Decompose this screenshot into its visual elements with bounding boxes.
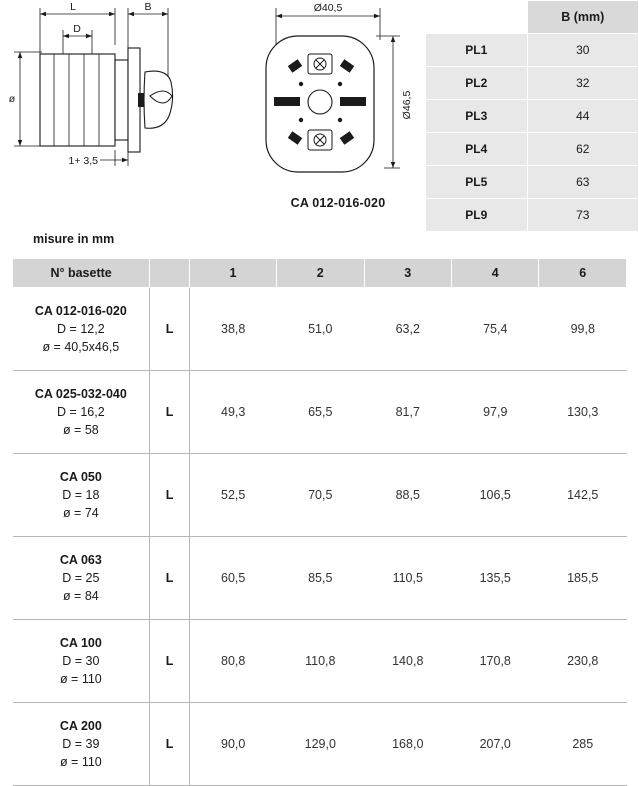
header-col-4: 4 <box>452 259 539 288</box>
header-blank <box>150 259 190 288</box>
row-name: CA 063 <box>59 552 102 567</box>
table-row <box>426 133 639 166</box>
pl-row-value: 63 <box>527 166 639 199</box>
row-value-1: 49,3 <box>189 371 276 454</box>
row-name: CA 025-032-040 <box>34 386 127 401</box>
dim-label-diameter-465: Ø46,5 <box>401 90 413 120</box>
table-row <box>13 454 627 537</box>
row-value-3: 63,2 <box>364 288 451 371</box>
front-view-caption: CA 012-016-020 <box>290 196 386 210</box>
row-value-6: 285 <box>539 703 627 786</box>
dim-label-B: B <box>144 1 152 13</box>
row-value-1: 80,8 <box>189 620 276 703</box>
pl-row-label: PL4 <box>426 133 528 166</box>
pl-row-label: PL3 <box>426 100 528 133</box>
front-view-drawing <box>248 0 428 220</box>
row-name-cell <box>13 620 150 703</box>
header-col-6: 6 <box>539 259 627 288</box>
row-value-1: 60,5 <box>189 537 276 620</box>
row-value-2: 70,5 <box>277 454 364 537</box>
pl-row-value: 44 <box>527 100 639 133</box>
row-value-2: 85,5 <box>277 537 364 620</box>
dim-label-1-3-5: 1+ 3,5 <box>68 155 98 167</box>
row-value-3: 110,5 <box>364 537 451 620</box>
table-row <box>13 537 627 620</box>
table-row <box>426 199 639 232</box>
row-l-label: L <box>150 537 190 620</box>
row-value-2: 129,0 <box>277 703 364 786</box>
misure-note: misure in mm <box>33 232 115 246</box>
row-l-label: L <box>150 371 190 454</box>
header-col-3: 3 <box>364 259 451 288</box>
row-d: D = 39 <box>62 736 100 751</box>
row-dia: ø = 84 <box>62 589 99 604</box>
table-row <box>13 371 627 454</box>
table-row <box>426 166 639 199</box>
table-row <box>426 67 639 100</box>
side-view-drawing <box>0 0 250 200</box>
row-l-label: L <box>150 288 190 371</box>
table-row <box>13 620 627 703</box>
table-row <box>426 100 639 133</box>
row-d: D = 12,2 <box>57 321 105 336</box>
row-value-2: 51,0 <box>277 288 364 371</box>
header-n-basette: N° basette <box>13 259 150 288</box>
row-value-3: 140,8 <box>364 620 451 703</box>
row-value-4: 75,4 <box>452 288 539 371</box>
row-name: CA 100 <box>59 635 102 650</box>
row-value-6: 230,8 <box>539 620 627 703</box>
pl-row-value: 32 <box>527 67 639 100</box>
row-name-cell <box>13 288 150 371</box>
row-l-label: L <box>150 454 190 537</box>
pl-header-b-mm: B (mm) <box>527 1 639 34</box>
row-name: CA 012-016-020 <box>34 303 127 318</box>
row-name-cell <box>13 537 150 620</box>
dim-label-diameter: ø <box>8 93 16 105</box>
row-dia: ø = 110 <box>59 672 102 687</box>
row-name-cell <box>13 454 150 537</box>
row-d: D = 30 <box>62 653 100 668</box>
row-value-4: 106,5 <box>452 454 539 537</box>
row-value-4: 135,5 <box>452 537 539 620</box>
table-row <box>426 34 639 67</box>
row-value-4: 207,0 <box>452 703 539 786</box>
row-value-1: 38,8 <box>189 288 276 371</box>
row-d: D = 16,2 <box>57 404 105 419</box>
pl-row-label: PL9 <box>426 199 528 232</box>
row-value-6: 142,5 <box>539 454 627 537</box>
pl-row-label: PL5 <box>426 166 528 199</box>
row-value-6: 99,8 <box>539 288 627 371</box>
row-value-1: 90,0 <box>189 703 276 786</box>
pl-row-value: 73 <box>527 199 639 232</box>
pl-row-label: PL1 <box>426 34 528 67</box>
row-d: D = 25 <box>62 570 100 585</box>
row-dia: ø = 40,5x46,5 <box>42 340 120 355</box>
row-value-1: 52,5 <box>189 454 276 537</box>
row-d: D = 18 <box>62 487 100 502</box>
row-l-label: L <box>150 703 190 786</box>
row-value-4: 170,8 <box>452 620 539 703</box>
row-dia: ø = 58 <box>62 423 99 438</box>
row-value-3: 88,5 <box>364 454 451 537</box>
pl-header-blank <box>426 1 528 34</box>
row-value-2: 65,5 <box>277 371 364 454</box>
dim-label-D: D <box>73 23 81 35</box>
row-value-3: 168,0 <box>364 703 451 786</box>
pl-table-header-row <box>426 1 639 34</box>
main-table-header-row <box>13 259 627 288</box>
row-name-cell <box>13 703 150 786</box>
row-dia: ø = 74 <box>62 506 99 521</box>
header-col-2: 2 <box>277 259 364 288</box>
row-name: CA 200 <box>59 718 102 733</box>
row-value-6: 185,5 <box>539 537 627 620</box>
row-l-label: L <box>150 620 190 703</box>
table-row <box>13 288 627 371</box>
dimensions-table <box>12 258 627 786</box>
header-col-1: 1 <box>189 259 276 288</box>
dim-label-L: L <box>70 1 76 13</box>
row-value-6: 130,3 <box>539 371 627 454</box>
pl-b-table <box>425 0 639 232</box>
row-value-3: 81,7 <box>364 371 451 454</box>
pl-row-value: 62 <box>527 133 639 166</box>
table-row <box>13 703 627 786</box>
pl-row-value: 30 <box>527 34 639 67</box>
dim-label-diameter-405: Ø40,5 <box>313 2 343 14</box>
row-dia: ø = 110 <box>59 755 102 770</box>
row-value-4: 97,9 <box>452 371 539 454</box>
row-name-cell <box>13 371 150 454</box>
row-value-2: 110,8 <box>277 620 364 703</box>
pl-row-label: PL2 <box>426 67 528 100</box>
row-name: CA 050 <box>59 469 102 484</box>
technical-drawings-area <box>0 0 639 228</box>
